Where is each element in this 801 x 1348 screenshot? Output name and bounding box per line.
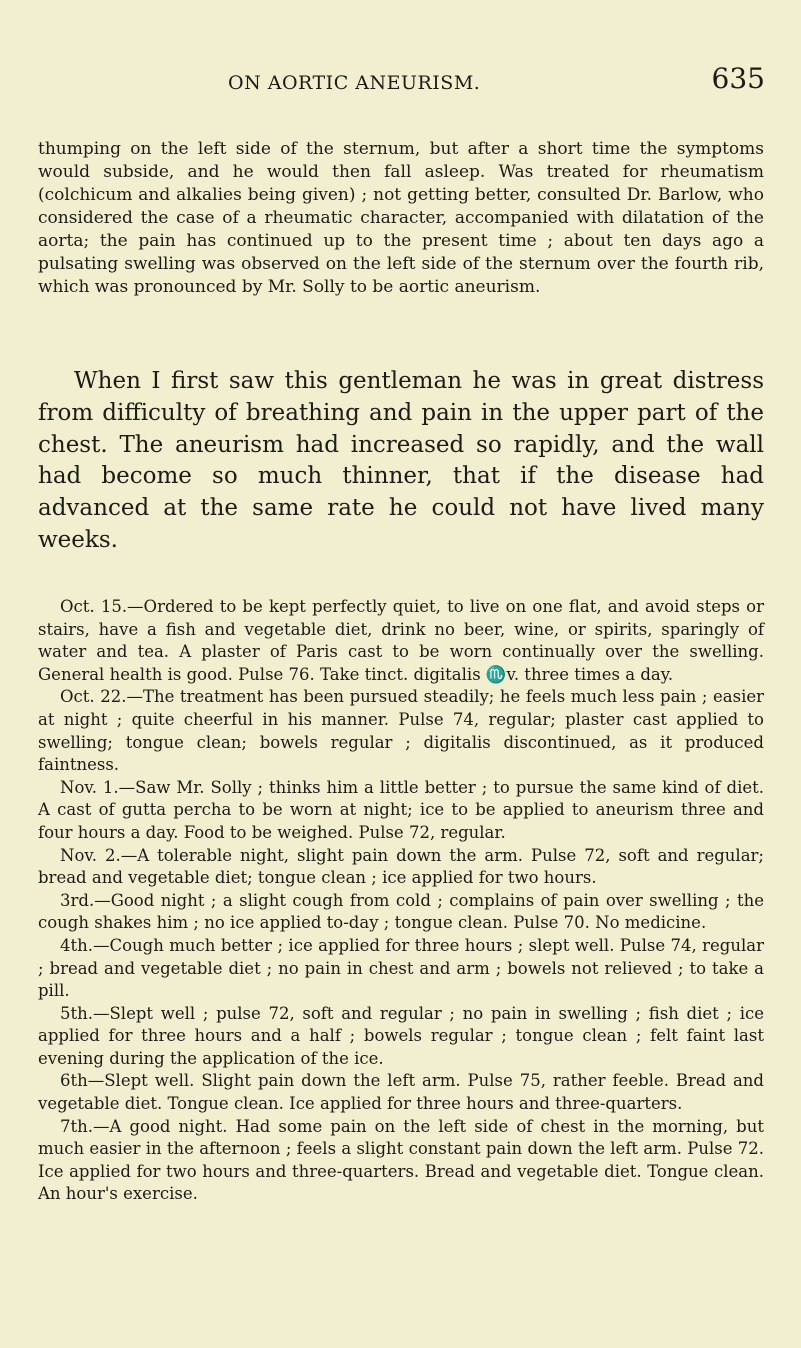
note-oct-22: Oct. 22.—The treatment has been pursued steadily; he feels much less pain ; easier at night ; quite cheerful in his manner. Pulse 74, regular; plaster cast applied to swelling; tongue clean; bowels regular ; digitalis discontinued, as it produced faintness. [38, 687, 764, 775]
intro-text [38, 138, 764, 299]
paragraph: thumping on the left side of the sternum, but after a short time the symptoms would subside, and he would then fall asleep. Was treated for rheumatism (colchicum and alkalies being given) ; not getting better, consulted Dr. Barlow, who considered the case of a rheumatic character, accompanied with dilatation of the aorta; the pain has continued up to the present time ; about ten days ago a pulsating swelling was observed on the left side of the sternum over the fourth rib, which was pronounced by Mr. Solly to be aortic aneurism. [38, 139, 764, 297]
note-oct-15: Oct. 15.—Ordered to be kept perfectly quiet, to live on one flat, and avoid steps or stairs, have a fish and vegetable diet, drink no beer, wine, or spirits, sparingly of water and tea. A plaster of Paris cast to be worn continually over the swelling. General health is good. Pulse 76. Take tinct. digitalis ♏v. three times a day. [38, 597, 764, 684]
note-4th: 4th.—Cough much better ; ice applied for three hours ; slept well. Pulse 74, regular ; bread and vegetable diet ; no pain in chest and arm ; bowels not relieved ; to take a pill. [38, 935, 764, 1001]
running-title: ON AORTIC ANEURISM. [228, 72, 481, 94]
case-notes [38, 596, 764, 1206]
note-6th: 6th—Slept well. Slight pain down the left arm. Pulse 75, rather feeble. Bread and vegetable diet. Tongue clean. Ice applied for three hours and three-quarters. [38, 1071, 764, 1114]
note-5th: 5th.—Slept well ; pulse 72, soft and regular ; no pain in swelling ; fish diet ; ice applied for three hours and a half ; bowels regular ; tongue clean ; felt faint last evening during the application of the ice. [38, 1003, 764, 1068]
note-nov-2: Nov. 2.—A tolerable night, slight pain down the arm. Pulse 72, soft and regular; bread and vegetable diet; tongue clean ; ice applied for two hours. [38, 845, 764, 888]
note-3rd: 3rd.—Good night ; a slight cough from cold ; complains of pain over swelling ; the cough shakes him ; no ice applied to-day ; tongue clean. Pulse 70. No medicine. [38, 890, 764, 933]
note-nov-1: Nov. 1.—Saw Mr. Solly ; thinks him a little better ; to pursue the same kind of diet. A cast of gutta percha to be worn at night; ice to be applied to aneurism three and four hours a day. Food to be weighed. Pulse 72, regular. [38, 777, 764, 842]
page-number: 635 [711, 62, 765, 95]
paragraph: When I first saw this gentleman he was in great distress from difficulty of breathing and pain in the upper part of the chest. The aneurism had increased so rapidly, and the wall had become so much thinner, that if the disease had advanced at the same rate he could not have lived many weeks. [38, 368, 764, 553]
highlight-text [38, 366, 764, 557]
page-header [36, 62, 767, 110]
note-7th: 7th.—A good night. Had some pain on the left side of chest in the morning, but much easier in the afternoon ; feels a slight constant pain down the left arm. Pulse 72. Ice applied for two hours and three-quarters. Bread and vegetable diet. Tongue clean. An hour's exercise. [38, 1116, 764, 1204]
